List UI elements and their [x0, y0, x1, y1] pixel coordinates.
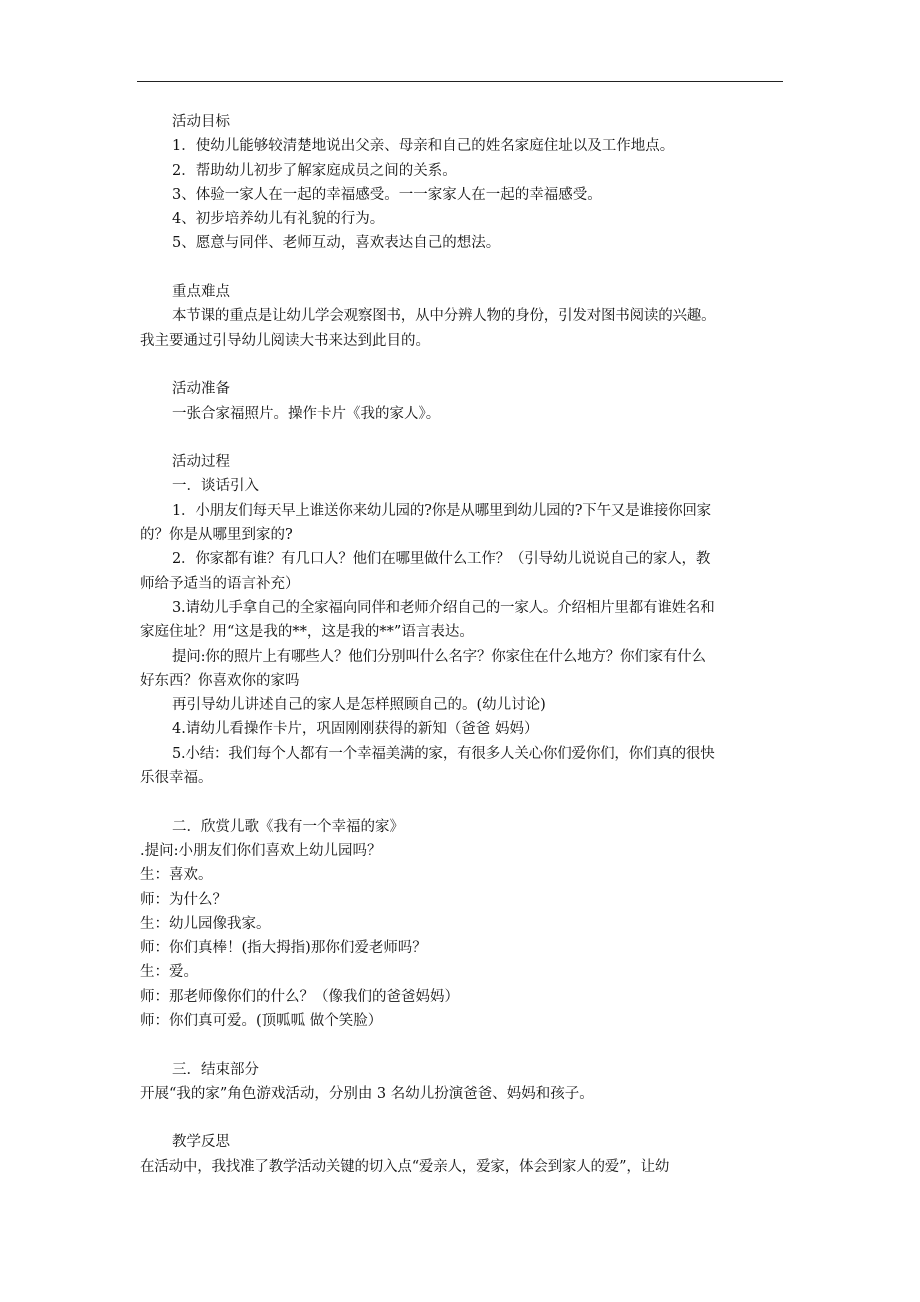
process-paragraph: 乐很幸福。 — [140, 770, 213, 787]
goal-item: 4、初步培养幼儿有礼貌的行为。 — [172, 211, 385, 228]
process-paragraph: 3.请幼儿手拿自己的全家福向同伴和老师介绍自己的一家人。介绍相片里都有谁姓名和 — [172, 599, 715, 616]
dialogue-line: 生：幼儿园像我家。 — [140, 915, 271, 932]
process-paragraph: 师给予适当的语言补充） — [140, 575, 300, 592]
process-paragraph: 5.小结：我们每个人都有一个幸福美满的家，有很多人关心你们爱你们，你们真的很快 — [172, 745, 715, 762]
process-heading: 活动过程 — [172, 454, 230, 471]
spacer — [140, 790, 788, 814]
goal-item: 3、体验一家人在一起的幸福感受。一一家家人在一起的幸福感受。 — [172, 186, 602, 203]
process-paragraph: 再引导幼儿讲述自己的家人是怎样照顾自己的。(幼儿讨论) — [172, 697, 546, 714]
spacer — [140, 256, 788, 280]
preparation-heading: 活动准备 — [172, 381, 230, 398]
goal-item: 2．帮助幼儿初步了解家庭成员之间的关系。 — [172, 162, 457, 179]
process-paragraph: 1．小朋友们每天早上谁送你来幼儿园的?你是从哪里到幼儿园的?下午又是谁接你回家 — [172, 502, 711, 519]
spacer — [140, 1033, 788, 1057]
key-points-text: 我主要通过引导幼儿阅读大书来达到此目的。 — [140, 332, 430, 349]
goals-heading: 活动目标 — [172, 114, 230, 130]
part3-title: 三．结束部分 — [172, 1061, 259, 1078]
process-paragraph: 4.请幼儿看操作卡片，巩固刚刚获得的新知（爸爸 妈妈） — [172, 721, 539, 738]
dialogue-line: 师：你们真可爱。(顶呱呱 做个笑脸） — [140, 1012, 383, 1029]
process-paragraph: 的？你是从哪里到家的? — [140, 527, 293, 544]
reflection-text: 在活动中，我找准了教学活动关键的切入点“爱亲人，爱家，体会到家人的爱”，让幼 — [140, 1158, 670, 1175]
part3-text: 开展“我的家”角色游戏活动，分别由 3 名幼儿扮演爸爸、妈妈和孩子。 — [140, 1085, 594, 1102]
dialogue-line: 生：喜欢。 — [140, 867, 213, 884]
key-points-heading: 重点难点 — [172, 284, 230, 301]
key-points-text: 本节课的重点是让幼儿学会观察图书，从中分辨人物的身份，引发对图书阅读的兴趣。 — [172, 308, 716, 325]
part2-title: 二．欣赏儿歌《我有一个幸福的家》 — [172, 818, 404, 835]
dialogue-line: 师：为什么？ — [140, 891, 227, 908]
dialogue-line: 师：那老师像你们的什么？（像我们的爸爸妈妈） — [140, 988, 459, 1005]
process-paragraph: 家庭住址？用“这是我的**，这是我的**”语言表达。 — [140, 624, 474, 641]
goal-item: 5、愿意与同伴、老师互动，喜欢表达自己的想法。 — [172, 235, 501, 252]
spacer — [140, 426, 788, 450]
preparation-text: 一张合家福照片。操作卡片《我的家人》。 — [172, 405, 441, 422]
dialogue-line: 生：爱。 — [140, 964, 198, 981]
spacer — [140, 1106, 788, 1130]
dialogue-line: 师：你们真棒！(指大拇指)那你们爱老师吗？ — [140, 940, 427, 957]
goal-item: 1．使幼儿能够较清楚地说出父亲、母亲和自己的姓名家庭住址以及工作地点。 — [172, 138, 675, 155]
spacer — [140, 353, 788, 377]
process-paragraph: 好东西？你喜欢你的家吗 — [140, 672, 300, 689]
part1-title: 一．谈话引入 — [172, 478, 259, 495]
process-paragraph: 2．你家都有谁？有几口人？他们在哪里做什么工作？（引导幼儿说说自己的家人，教 — [172, 551, 711, 568]
document-body — [140, 110, 788, 1179]
header-rule — [137, 81, 783, 82]
dialogue-line: .提问:小朋友们你们喜欢上幼儿园吗？ — [140, 842, 382, 859]
process-paragraph: 提问:你的照片上有哪些人？他们分别叫什么名字？你家住在什么地方？你们家有什么 — [172, 648, 706, 665]
reflection-heading: 教学反思 — [172, 1134, 230, 1151]
